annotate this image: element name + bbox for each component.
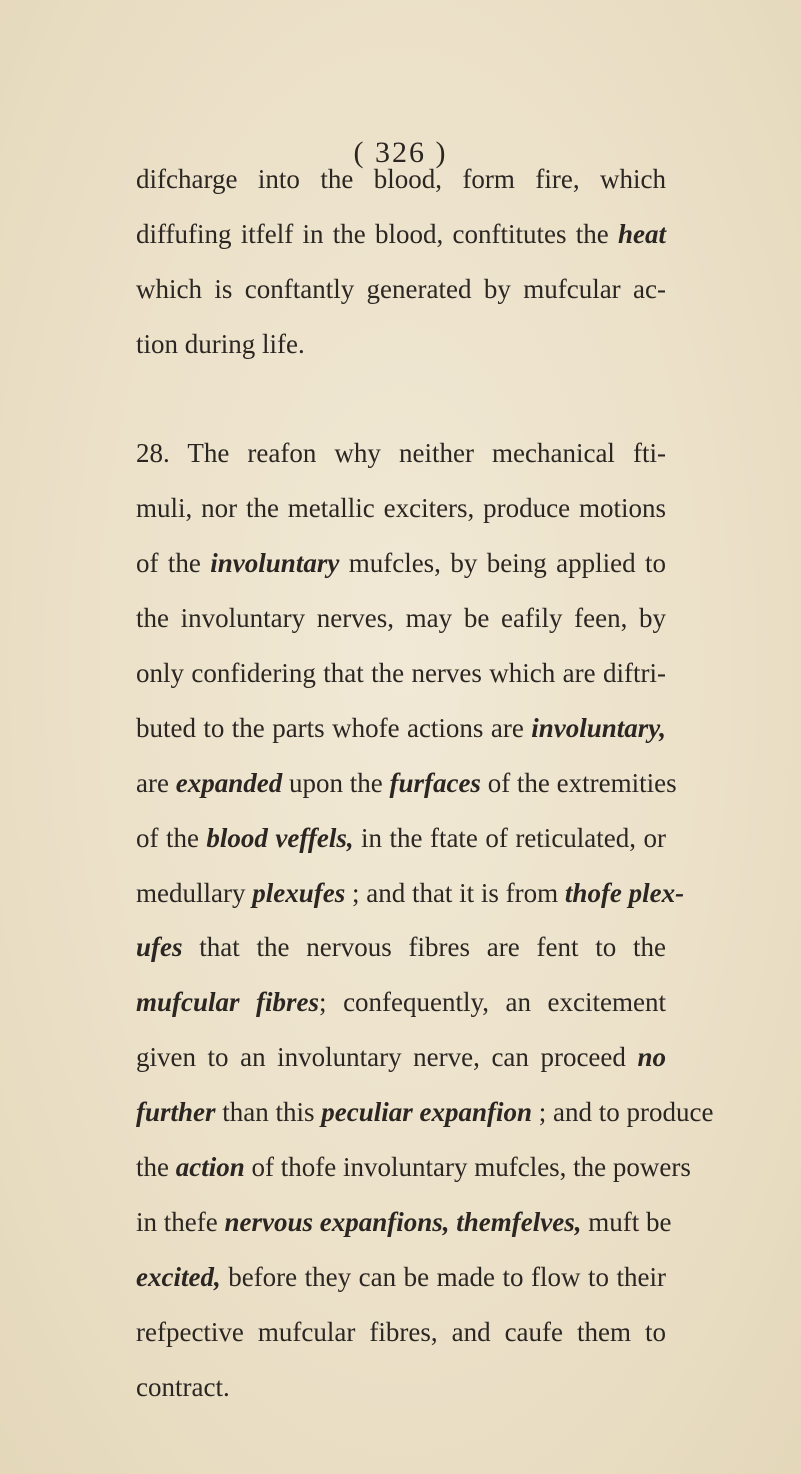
text-run: given to an involuntary nerve, can proceed <box>136 1042 638 1073</box>
text-run: that the nervous fibres are fent to the <box>182 932 666 963</box>
italic-text: furfaces <box>389 767 481 798</box>
italic-text: involuntary, <box>531 712 666 743</box>
italic-text: mufcular fibres <box>136 987 320 1018</box>
text-line <box>136 811 666 866</box>
text-line <box>136 536 666 591</box>
text-run: buted to the parts whofe actions are <box>136 712 532 743</box>
text-line <box>136 1250 666 1305</box>
text-line <box>136 207 666 262</box>
text-line <box>136 426 666 481</box>
italic-text: thofe plex- <box>564 877 685 908</box>
text-run: of thofe involuntary mufcles, the powers <box>244 1152 691 1183</box>
text-line <box>136 152 666 207</box>
page-number: ( 326 ) <box>353 136 448 169</box>
italic-text: peculiar expanfion <box>321 1097 533 1128</box>
text-run: which is conftantly generated by mufcular ac- <box>136 273 666 304</box>
text-line <box>136 1360 666 1415</box>
italic-text: no <box>637 1042 666 1073</box>
text-line <box>136 866 685 921</box>
text-run: in thefe <box>136 1206 225 1237</box>
italic-text: ufes <box>136 932 183 963</box>
text-run: are <box>136 767 176 798</box>
italic-text: excited, <box>136 1261 221 1292</box>
italic-text: nervous expanfions, themfelves, <box>224 1206 582 1237</box>
italic-text: blood veffels, <box>206 822 354 853</box>
text-line <box>136 1085 714 1140</box>
text-run: ; and that it is from <box>345 877 565 908</box>
text-run: tion during life. <box>136 328 305 359</box>
text-line <box>136 1195 672 1250</box>
text-run: muli, nor the metallic exciters, produce motions <box>136 493 666 524</box>
text-run: than this <box>215 1097 322 1128</box>
paragraph-1 <box>136 152 666 372</box>
text-line <box>136 756 677 811</box>
italic-text: expanded <box>175 767 283 798</box>
paragraph-gap <box>136 372 666 427</box>
italic-text: further <box>136 1097 216 1128</box>
text-line <box>136 646 666 701</box>
body-text <box>136 152 714 1414</box>
text-run: of the <box>136 548 211 579</box>
text-line <box>136 975 666 1030</box>
text-line <box>136 1140 691 1195</box>
italic-text: action <box>175 1152 245 1183</box>
text-run: diffufing itfelf in the blood, conftitutes the <box>136 218 618 249</box>
text-run: ; confequently, an excitement <box>319 987 666 1018</box>
text-run: of the <box>136 822 207 853</box>
text-run: of the extremities <box>480 767 677 798</box>
text-run: refpective mufcular fibres, and caufe them to <box>136 1316 666 1347</box>
text-line <box>136 481 666 536</box>
text-line <box>136 591 666 646</box>
text-run: ; and to produce <box>532 1097 714 1128</box>
text-run: medullary <box>136 877 253 908</box>
text-line <box>136 1305 666 1360</box>
text-line <box>136 701 666 756</box>
text-run: the involuntary nerves, may be eafily feen, by <box>136 603 666 634</box>
text-line <box>136 1030 666 1085</box>
text-line <box>136 317 666 372</box>
text-run: 28. The reafon why neither mechanical fti- <box>136 438 666 469</box>
italic-text: heat <box>617 218 666 249</box>
paragraph-2 <box>136 426 714 1414</box>
text-run: the <box>136 1152 176 1183</box>
text-line <box>136 262 666 317</box>
text-run: muft be <box>581 1206 672 1237</box>
italic-text: involuntary <box>210 548 340 579</box>
text-run: mufcles, by being applied to <box>339 548 666 579</box>
text-run: before they can be made to flow to their <box>220 1261 666 1292</box>
text-run: upon the <box>282 767 390 798</box>
text-run: only confidering that the nerves which are diftri- <box>136 658 666 689</box>
italic-text: plexufes <box>252 877 346 908</box>
text-run: in the ftate of reticulated, or <box>353 822 666 853</box>
text-run: difcharge into the blood, form fire, which <box>136 164 666 194</box>
text-run: contract. <box>136 1371 230 1402</box>
text-line <box>136 920 666 975</box>
